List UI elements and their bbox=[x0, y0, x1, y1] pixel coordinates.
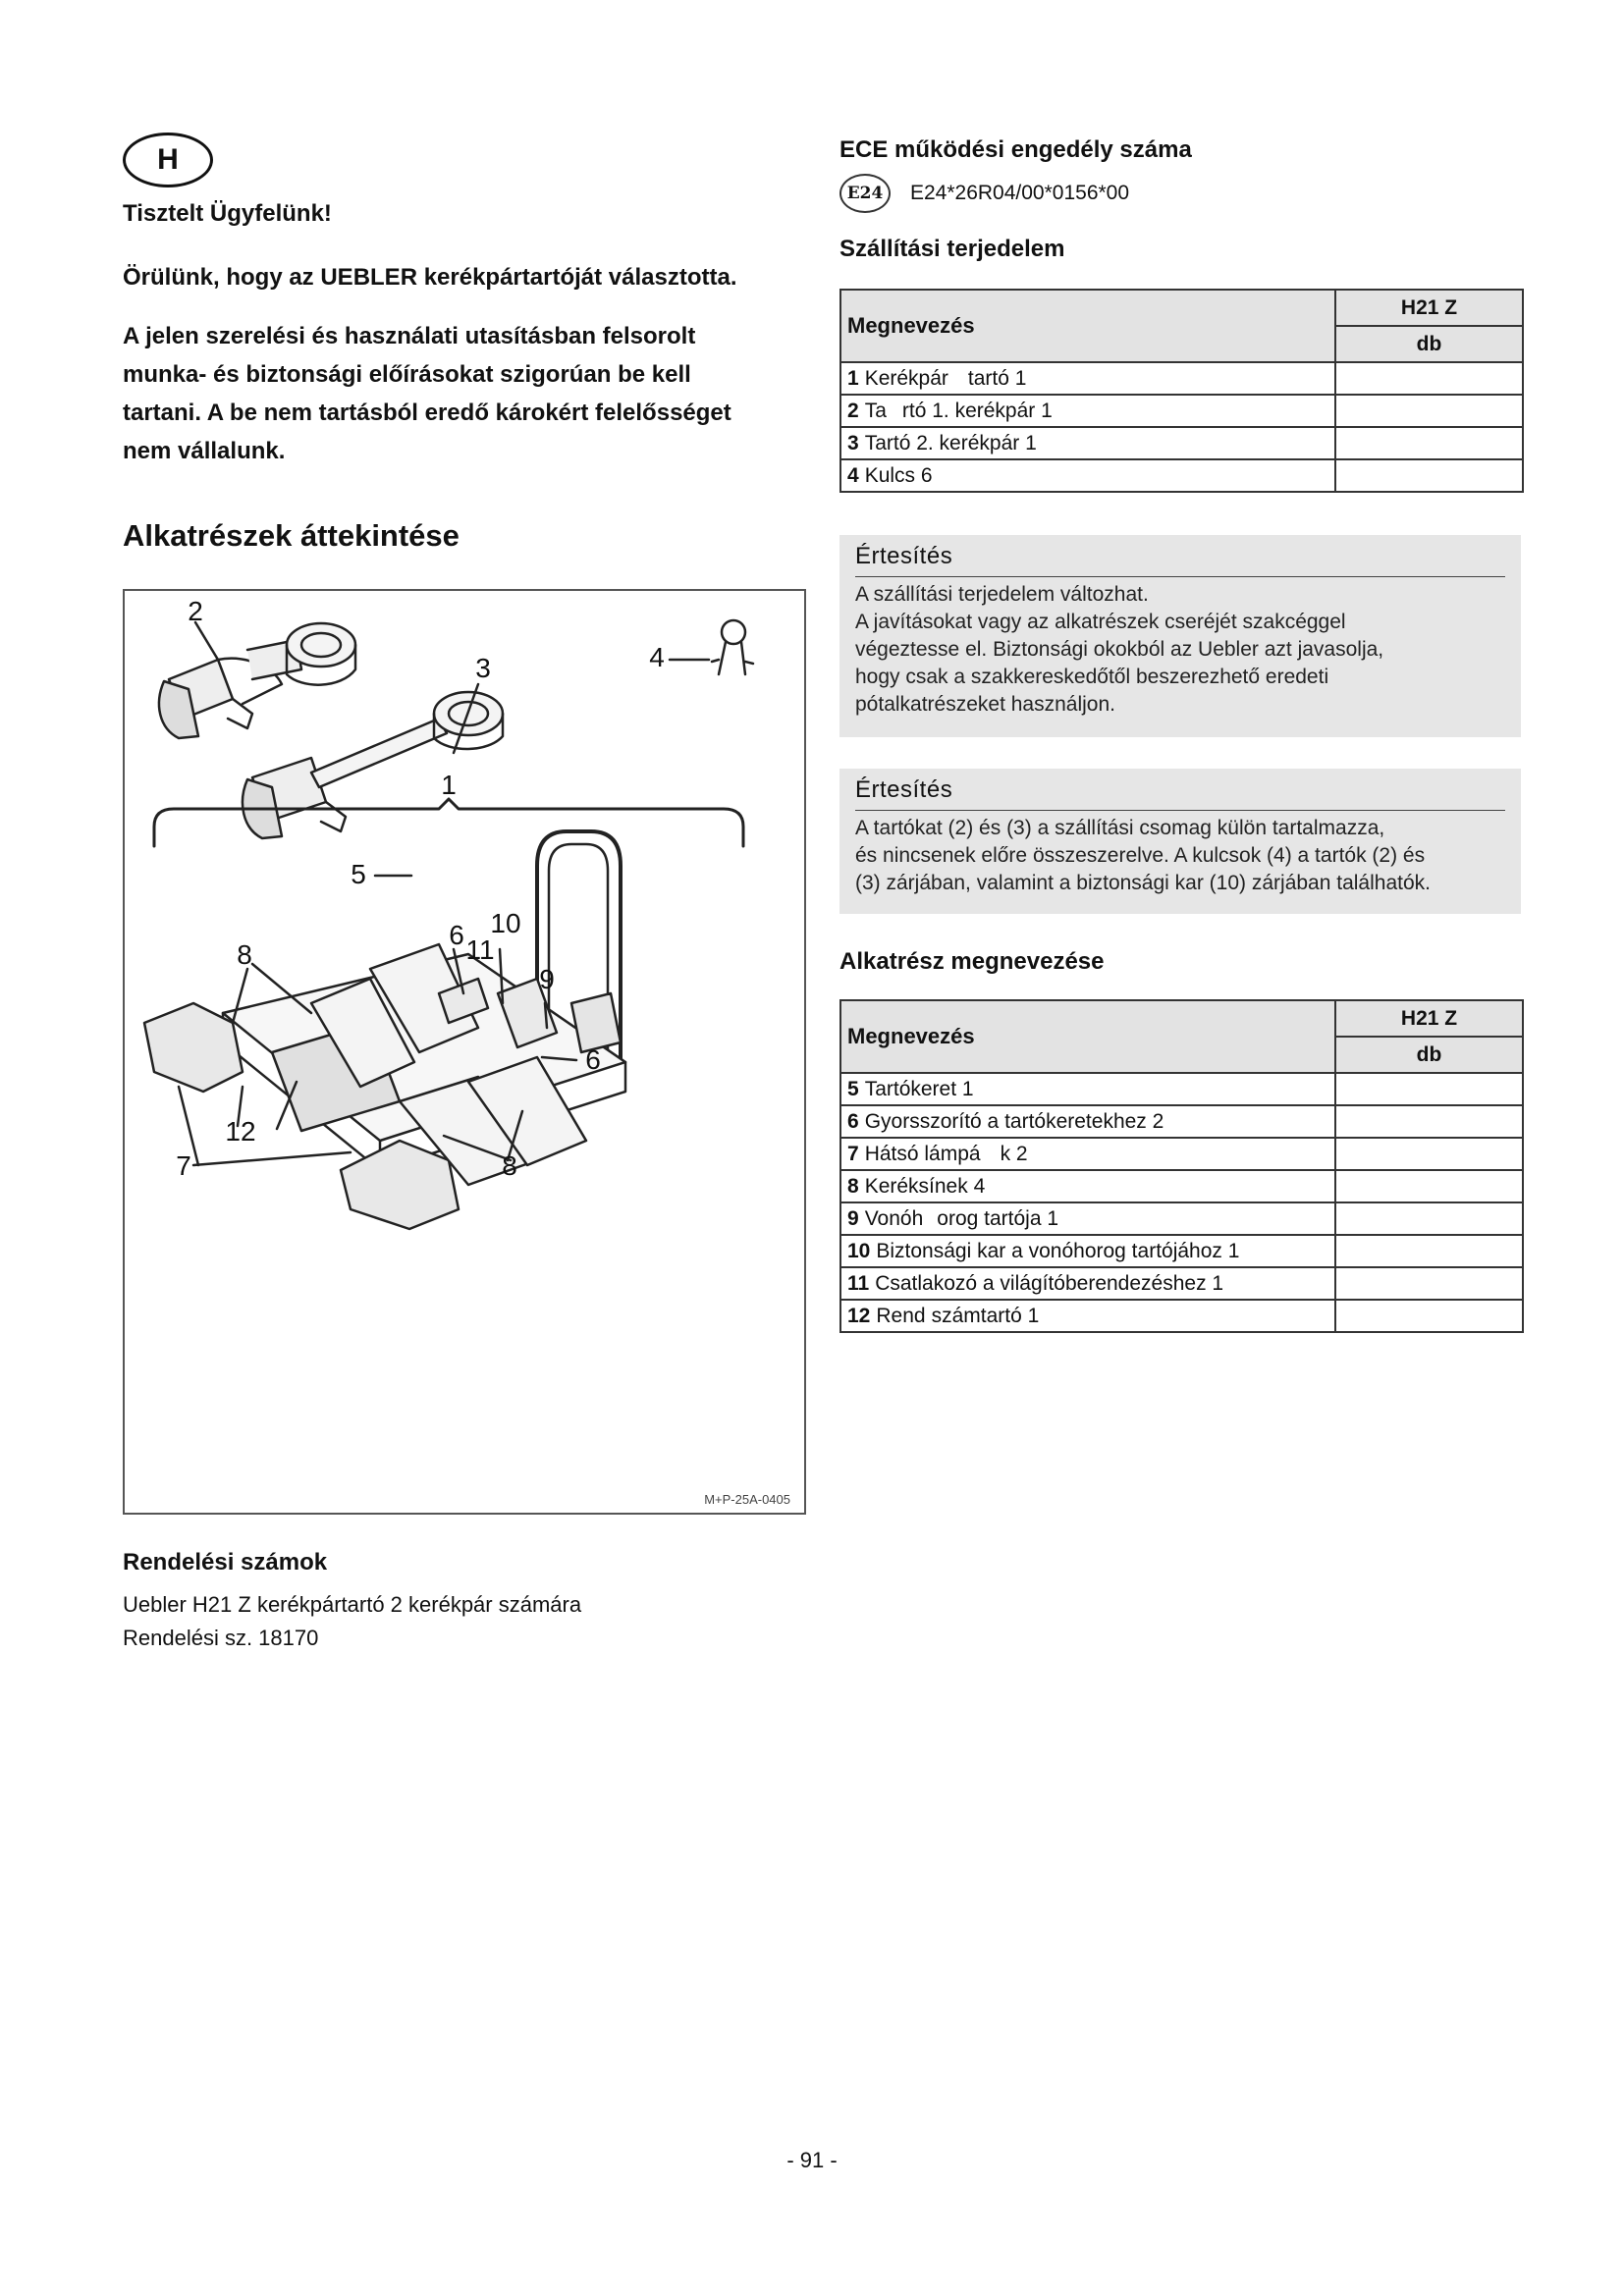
scope-col-model: H21 Z bbox=[1335, 290, 1523, 326]
table-row bbox=[840, 1267, 1523, 1300]
row-text: Gyorsszorító a tartókeretekhez 2 bbox=[864, 1109, 1164, 1133]
row-text: Rend bbox=[876, 1304, 926, 1327]
callout-7: 7 bbox=[176, 1150, 191, 1181]
callout-6b: 6 bbox=[585, 1044, 601, 1075]
scope-col-unit: db bbox=[1335, 326, 1523, 362]
order-line-2: Rendelési sz. 18170 bbox=[123, 1626, 319, 1650]
table-row bbox=[840, 1105, 1523, 1138]
notice-line: A szállítási terjedelem változhat. bbox=[855, 583, 1149, 606]
figure-reference: M+P-25A-0405 bbox=[704, 1492, 790, 1507]
table-row bbox=[840, 1235, 1523, 1267]
callout-3: 3 bbox=[475, 653, 491, 683]
callout-1: 1 bbox=[441, 770, 457, 800]
table-row bbox=[840, 1138, 1523, 1170]
intro-line: A jelen szerelési és használati utasításban felsorolt bbox=[123, 323, 696, 349]
callout-2: 2 bbox=[188, 596, 203, 626]
notice-line: pótalkatrészeket használjon. bbox=[855, 693, 1115, 716]
notice-line: végeztesse el. Biztonsági okokból az Uebler azt javasolja, bbox=[855, 638, 1384, 661]
row-num: 6 bbox=[847, 1109, 859, 1133]
row-text: Ta bbox=[864, 399, 887, 422]
row-num: 2 bbox=[847, 399, 859, 422]
parts-col-model: H21 Z bbox=[1335, 1000, 1523, 1037]
carrier-drawing bbox=[144, 831, 625, 1229]
callout-8: 8 bbox=[237, 939, 252, 970]
scope-col-name: Megnevezés bbox=[840, 290, 1335, 362]
table-row bbox=[840, 1300, 1523, 1332]
row-text-rest: orog tartója 1 bbox=[937, 1206, 1059, 1230]
callout-8b: 8 bbox=[502, 1150, 517, 1181]
row-text-rest: k 2 bbox=[1000, 1142, 1028, 1165]
order-heading: Rendelési számok bbox=[123, 1549, 328, 1575]
row-num: 3 bbox=[847, 431, 859, 454]
callout-5: 5 bbox=[351, 859, 366, 889]
scope-heading: Szállítási terjedelem bbox=[839, 236, 1065, 262]
holder-3-drawing bbox=[243, 692, 503, 838]
notice-box-2 bbox=[839, 769, 1521, 914]
ece-heading: ECE működési engedély száma bbox=[839, 136, 1192, 163]
parts-figure bbox=[123, 589, 806, 1515]
table-row bbox=[840, 1170, 1523, 1202]
row-text: Kerékpár bbox=[864, 366, 948, 390]
notice-line: A javításokat vagy az alkatrészek cseréjét szakcéggel bbox=[855, 611, 1346, 633]
row-num: 1 bbox=[847, 366, 859, 390]
row-text: Tartó 2. kerékpár 1 bbox=[864, 431, 1037, 454]
row-num: 8 bbox=[847, 1174, 859, 1198]
callout-4: 4 bbox=[649, 642, 665, 672]
parts-col-unit: db bbox=[1335, 1037, 1523, 1073]
callout-6: 6 bbox=[449, 920, 464, 950]
intro-line: munka- és biztonsági előírásokat szigorúan be kell bbox=[123, 361, 691, 388]
row-num: 7 bbox=[847, 1142, 859, 1165]
row-num: 5 bbox=[847, 1077, 859, 1100]
notice-line: hogy csak a szakkereskedőtől beszerezhető eredeti bbox=[855, 666, 1329, 688]
parts-illustration bbox=[125, 591, 804, 1513]
table-row bbox=[840, 1073, 1523, 1105]
callout-11: 11 bbox=[465, 934, 495, 965]
notice-line: A tartókat (2) és (3) a szállítási csomag külön tartalmazza, bbox=[855, 817, 1385, 839]
parts-heading: Alkatrész megnevezése bbox=[839, 948, 1105, 975]
parts-col-name: Megnevezés bbox=[840, 1000, 1335, 1073]
ece-row bbox=[839, 174, 1129, 213]
row-text: Kulcs 6 bbox=[864, 463, 933, 487]
country-badge: H bbox=[123, 133, 213, 187]
table-row bbox=[840, 459, 1523, 492]
table-row bbox=[840, 427, 1523, 459]
notice-line: (3) zárjában, valamint a biztonsági kar (10) zárjában találhatók. bbox=[855, 872, 1431, 894]
notice-body bbox=[855, 581, 1505, 719]
row-text-rest: számtartó 1 bbox=[931, 1304, 1040, 1327]
notice-body bbox=[855, 815, 1505, 897]
callout-9: 9 bbox=[539, 964, 555, 994]
parts-table bbox=[839, 999, 1524, 1333]
notice-box-1 bbox=[839, 535, 1521, 737]
intro-line: nem vállalunk. bbox=[123, 438, 286, 464]
row-text: Csatlakozó a világítóberendezéshez 1 bbox=[875, 1271, 1224, 1295]
row-text: Tartókeret 1 bbox=[864, 1077, 974, 1100]
row-num: 4 bbox=[847, 463, 859, 487]
row-text: Vonóh bbox=[864, 1206, 924, 1230]
holder-2-drawing bbox=[159, 623, 355, 738]
row-num: 9 bbox=[847, 1206, 859, 1230]
row-text: Bizto bbox=[876, 1239, 923, 1262]
row-text: Hátsó lámpá bbox=[864, 1142, 981, 1165]
greeting: Tisztelt Ügyfelünk! bbox=[123, 200, 332, 227]
overview-heading: Alkatrészek áttekintése bbox=[123, 518, 460, 553]
row-num: 11 bbox=[847, 1271, 870, 1295]
scope-table bbox=[839, 289, 1524, 493]
notice-title: Értesítés bbox=[855, 776, 1505, 811]
keys-drawing bbox=[670, 620, 753, 674]
intro-line: tartani. A be nem tartásból eredő károkért felelősséget bbox=[123, 400, 731, 426]
row-num: 10 bbox=[847, 1239, 871, 1262]
table-row bbox=[840, 1202, 1523, 1235]
row-text-rest: nsági kar a vonóhorog tartójához 1 bbox=[922, 1239, 1240, 1262]
notice-line: és nincsenek előre összeszerelve. A kulcsok (4) a tartók (2) és bbox=[855, 844, 1426, 867]
table-row bbox=[840, 362, 1523, 395]
intro-paragraph-2 bbox=[123, 317, 731, 470]
notice-title: Értesítés bbox=[855, 543, 1505, 577]
table-row bbox=[840, 395, 1523, 427]
row-text-rest: tartó 1 bbox=[967, 366, 1027, 390]
intro-paragraph-1: Örülünk, hogy az UEBLER kerékpártartóját választotta. bbox=[123, 264, 737, 291]
callout-12: 12 bbox=[225, 1116, 256, 1147]
ece-mark: E24 bbox=[839, 174, 891, 213]
order-line-1: Uebler H21 Z kerékpártartó 2 kerékpár számára bbox=[123, 1592, 582, 1617]
row-text-rest: rtó 1. kerékpár 1 bbox=[901, 399, 1053, 422]
ece-number: E24*26R04/00*0156*00 bbox=[910, 182, 1130, 204]
row-num: 12 bbox=[847, 1304, 871, 1327]
row-text: Keréksínek 4 bbox=[864, 1174, 986, 1198]
callout-10: 10 bbox=[490, 908, 521, 938]
page-number: - 91 - bbox=[786, 2148, 838, 2172]
